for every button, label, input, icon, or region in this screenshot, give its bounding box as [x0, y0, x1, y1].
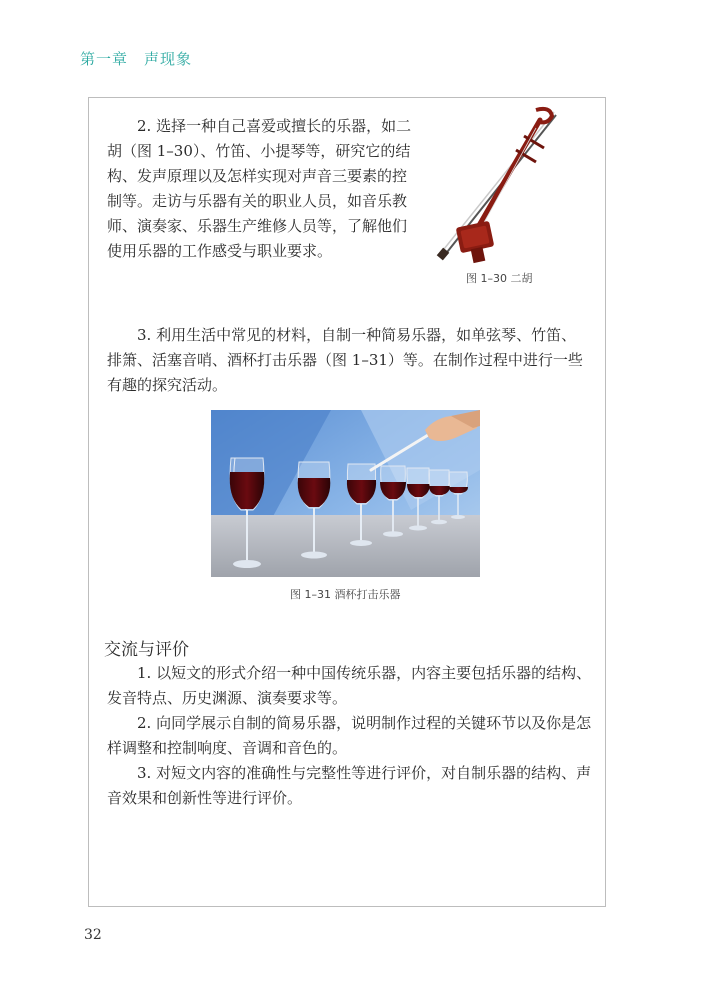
activity-2-text: 2. 选择一种自己喜爱或擅长的乐器，如二胡（图 1–30）、竹笛、小提琴等，研究它的结构、发声原理以及怎样实现对声音三要素的控制等。走访与乐器有关的职业人员，如音乐教师、演奏家、乐器生产维修人员等，了解他们使用乐器的工作感受与职业要求。 [107, 117, 412, 260]
wine-glass-instrument-photo [211, 410, 480, 577]
evaluation-item-2: 2. 向同学展示自制的简易乐器，说明制作过程的关键环节以及你是怎样调整和控制响度、音调和音色的。 [107, 714, 592, 757]
evaluation-list [107, 661, 592, 811]
evaluation-title: 交流与评价 [104, 640, 189, 660]
figure-1-31-caption: 图 1–31 酒杯打击乐器 [290, 588, 401, 601]
evaluation-item-1: 1. 以短文的形式介绍一种中国传统乐器，内容主要包括乐器的结构、发音特点、历史渊源、演奏要求等。 [107, 664, 592, 707]
page-number: 32 [84, 927, 102, 943]
chapter-title: 第一章 声现象 [80, 50, 193, 68]
erhu-illustration [432, 102, 562, 267]
figure-1-30-caption: 图 1–30 二胡 [466, 272, 533, 285]
evaluation-item-3: 3. 对短文内容的准确性与完整性等进行评价，对自制乐器的结构、声音效果和创新性等进行评价。 [107, 764, 592, 807]
activity-3-text: 3. 利用生活中常见的材料，自制一种简易乐器，如单弦琴、竹笛、排箫、活塞音哨、酒杯打击乐器（图 1–31）等。在制作过程中进行一些有趣的探究活动。 [107, 326, 583, 394]
